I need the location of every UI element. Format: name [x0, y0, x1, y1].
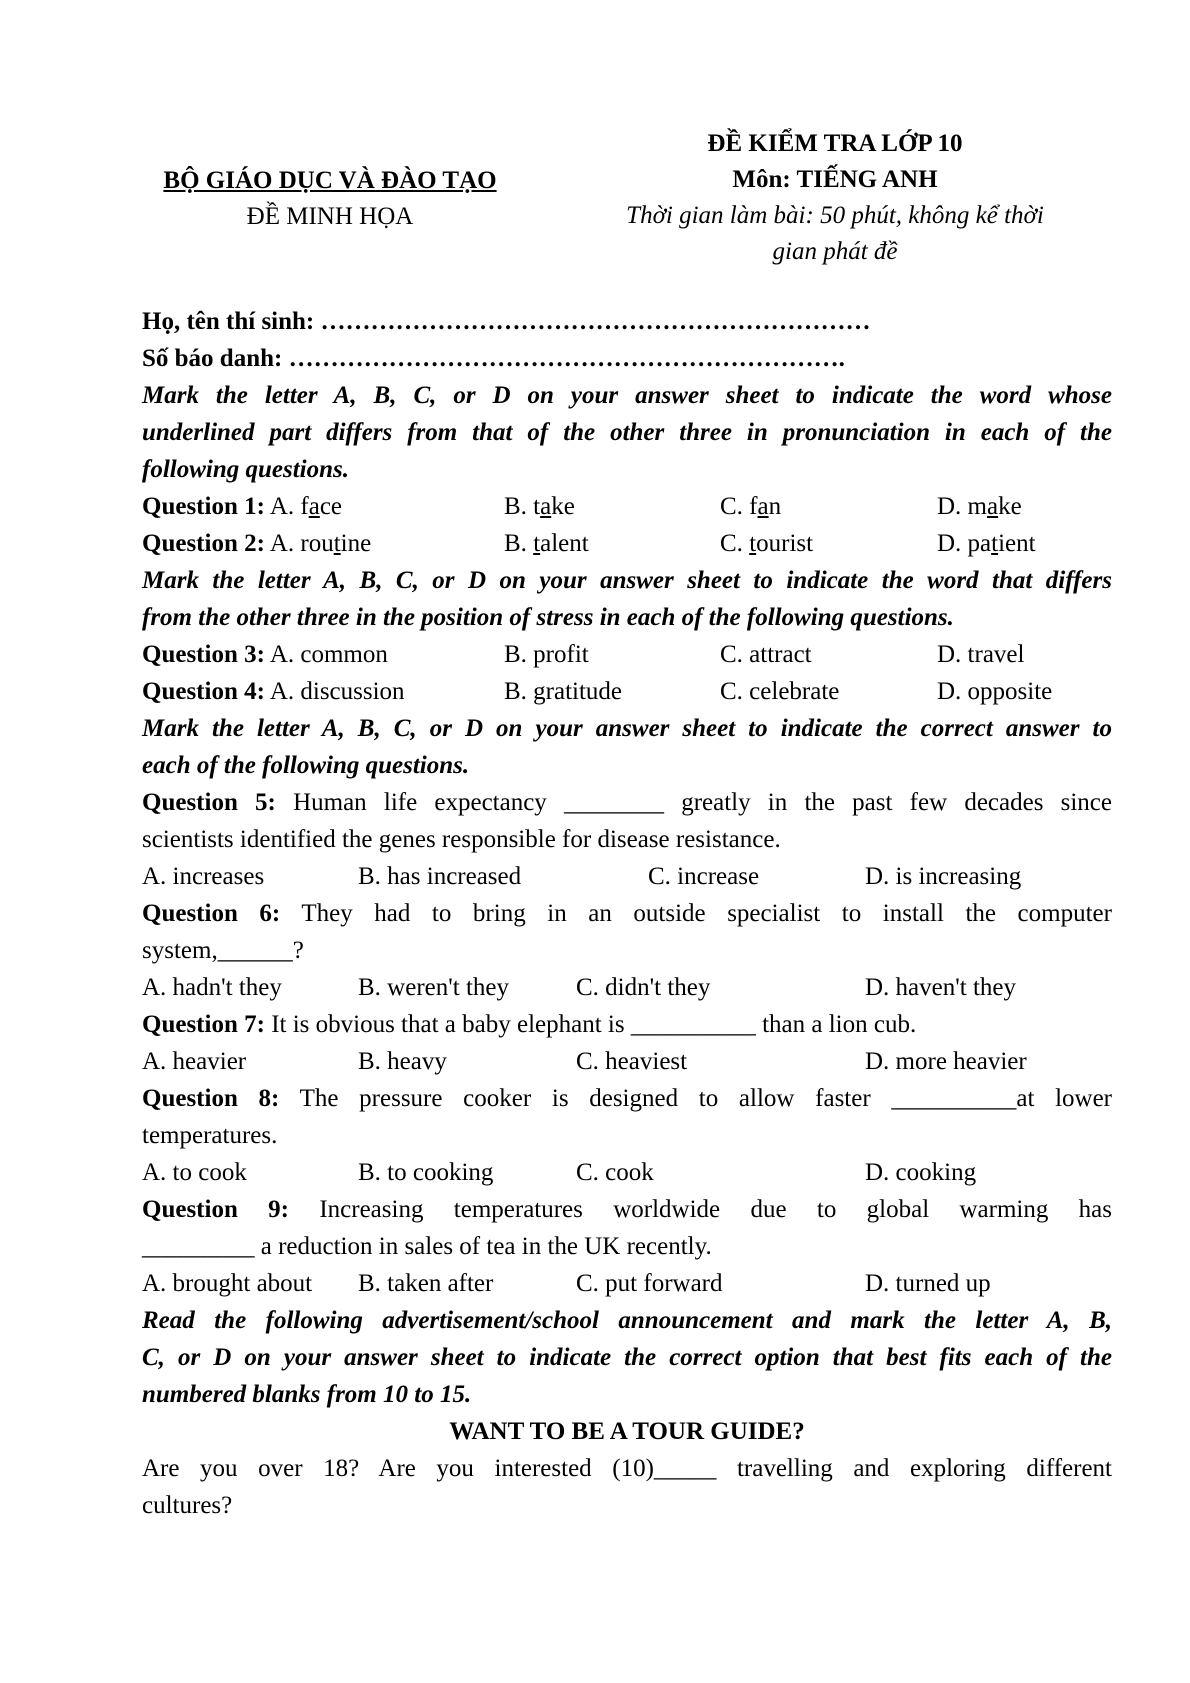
question-8-line-2: temperatures.: [142, 1122, 278, 1149]
question-6-options: [142, 969, 1112, 1006]
option-a: A. increases: [142, 863, 265, 890]
passage-line-1: Are you over 18? Are you interested (10)_____ travelling and exploring different: [142, 1455, 1112, 1482]
option-d: D. is increasing: [865, 863, 1022, 890]
question-6-line-1: [142, 895, 1112, 932]
passage-title: WANT TO BE A TOUR GUIDE?: [449, 1418, 805, 1445]
instruction-4-line-3: numbered blanks from 10 to 15.: [142, 1381, 472, 1408]
question-8-stem: The pressure cooker is designed to allow faster __________at lower: [299, 1085, 1112, 1112]
candidate-id-line: [142, 340, 1112, 377]
question-label: Question 6:: [142, 900, 281, 927]
option-b: B. taken after: [358, 1270, 494, 1297]
instruction-2-line-1: Mark the letter A, B, C, or D on your answer sheet to indicate the word that differs: [142, 567, 1112, 594]
question-8-line-1: [142, 1080, 1112, 1117]
option-c: C. heaviest: [576, 1048, 688, 1075]
candidate-name-dots: …………………………………………………………: [320, 308, 871, 335]
question-9-stem: Increasing temperatures worldwide due to global warming has: [319, 1196, 1112, 1223]
question-1: [142, 488, 1112, 525]
option-d: D. turned up: [865, 1270, 991, 1297]
instruction-1-line-3: following questions.: [142, 456, 349, 483]
question-4: [142, 673, 1112, 710]
question-label: Question 8:: [142, 1085, 280, 1112]
option-a: A. heavier: [142, 1048, 247, 1075]
question-label: Question 5:: [142, 789, 276, 816]
option-a: A. face: [269, 493, 343, 520]
option-b: B. take: [504, 493, 575, 520]
question-3: [142, 636, 1112, 673]
subject: Môn: TIẾNG ANH: [732, 166, 938, 193]
option-d: D. haven't they: [865, 974, 1016, 1001]
option-b: B. profit: [504, 641, 589, 668]
time-line-2: gian phát đề: [772, 238, 898, 265]
question-7-stem: It is obvious that a baby elephant is __________ than a lion cub.: [271, 1011, 917, 1038]
time-line-1: Thời gian làm bài: 50 phút, không kể thời: [626, 202, 1044, 229]
question-label: Question 9:: [142, 1196, 290, 1223]
instruction-4-line-2: C, or D on your answer sheet to indicate the correct option that best fits each of the: [142, 1344, 1112, 1371]
option-d: D. opposite: [937, 678, 1053, 705]
option-a: A. to cook: [142, 1159, 247, 1186]
question-9-line-2: _________ a reduction in sales of tea in the UK recently.: [142, 1233, 712, 1260]
candidate-name-line: [142, 303, 1112, 340]
question-label: Question 2:: [142, 530, 265, 557]
option-b: B. gratitude: [504, 678, 623, 705]
question-6-stem: They had to bring in an outside specialist to install the computer: [301, 900, 1112, 927]
option-c: C. didn't they: [576, 974, 711, 1001]
exam-type: ĐỀ MINH HỌA: [246, 203, 414, 230]
option-d: D. more heavier: [865, 1048, 1027, 1075]
header-right: [600, 126, 1070, 270]
option-a: A. brought about: [142, 1270, 313, 1297]
instruction-1-line-2: underlined part differs from that of the other three in pronunciation in each of the: [142, 419, 1112, 446]
option-b: B. heavy: [358, 1048, 447, 1075]
question-7-options: [142, 1043, 1112, 1080]
candidate-id-label: Số báo danh:: [142, 345, 283, 372]
question-label: Question 7:: [142, 1011, 265, 1038]
question-label: Question 4:: [142, 678, 265, 705]
option-c: C. increase: [648, 863, 760, 890]
option-d: D. patient: [937, 530, 1036, 557]
question-5-line-2: scientists identified the genes responsible for disease resistance.: [142, 826, 781, 853]
question-9-options: [142, 1265, 1112, 1302]
question-5-options: [142, 858, 1112, 895]
instruction-1-line-1: Mark the letter A, B, C, or D on your answer sheet to indicate the word whose: [142, 382, 1112, 409]
option-c: C. attract: [720, 641, 812, 668]
test-title: ĐỀ KIỂM TRA LỚP 10: [707, 130, 963, 157]
instruction-2-line-2: from the other three in the position of stress in each of the following questions.: [142, 604, 954, 631]
instruction-3-line-2: each of the following questions.: [142, 752, 470, 779]
option-d: D. cooking: [865, 1159, 977, 1186]
question-label: Question 1:: [142, 493, 265, 520]
instruction-4-line-1: Read the following advertisement/school announcement and mark the letter A, B,: [142, 1307, 1112, 1334]
ministry-name: BỘ GIÁO DỤC VÀ ĐÀO TẠO: [163, 167, 497, 194]
option-d: D. travel: [937, 641, 1025, 668]
option-b: B. weren't they: [358, 974, 509, 1001]
option-c: C. tourist: [720, 530, 814, 557]
option-b: B. to cooking: [358, 1159, 494, 1186]
question-9-line-1: [142, 1191, 1112, 1228]
option-a: A. discussion: [269, 678, 405, 705]
option-b: B. talent: [504, 530, 589, 557]
question-7-line-1: [142, 1006, 1112, 1043]
option-a: A. routine: [269, 530, 372, 557]
header-left: [130, 163, 530, 235]
option-c: C. put forward: [576, 1270, 723, 1297]
candidate-id-dots: ………………………………………………………….: [288, 345, 845, 372]
question-5-stem: Human life expectancy ________ greatly in the past few decades since: [293, 789, 1112, 816]
option-c: C. fan: [720, 493, 782, 520]
candidate-name-label: Họ, tên thí sinh:: [142, 308, 315, 335]
question-8-options: [142, 1154, 1112, 1191]
option-c: C. celebrate: [720, 678, 840, 705]
question-5-line-1: [142, 784, 1112, 821]
option-a: A. hadn't they: [142, 974, 282, 1001]
question-label: Question 3:: [142, 641, 265, 668]
instruction-3-line-1: Mark the letter A, B, C, or D on your answer sheet to indicate the correct answer to: [142, 715, 1112, 742]
question-6-line-2: system,______?: [142, 937, 304, 964]
option-b: B. has increased: [358, 863, 522, 890]
option-c: C. cook: [576, 1159, 654, 1186]
exam-body: [142, 303, 1112, 1524]
option-d: D. make: [937, 493, 1022, 520]
passage-line-2: cultures?: [142, 1492, 233, 1519]
option-a: A. common: [269, 641, 388, 668]
question-2: [142, 525, 1112, 562]
